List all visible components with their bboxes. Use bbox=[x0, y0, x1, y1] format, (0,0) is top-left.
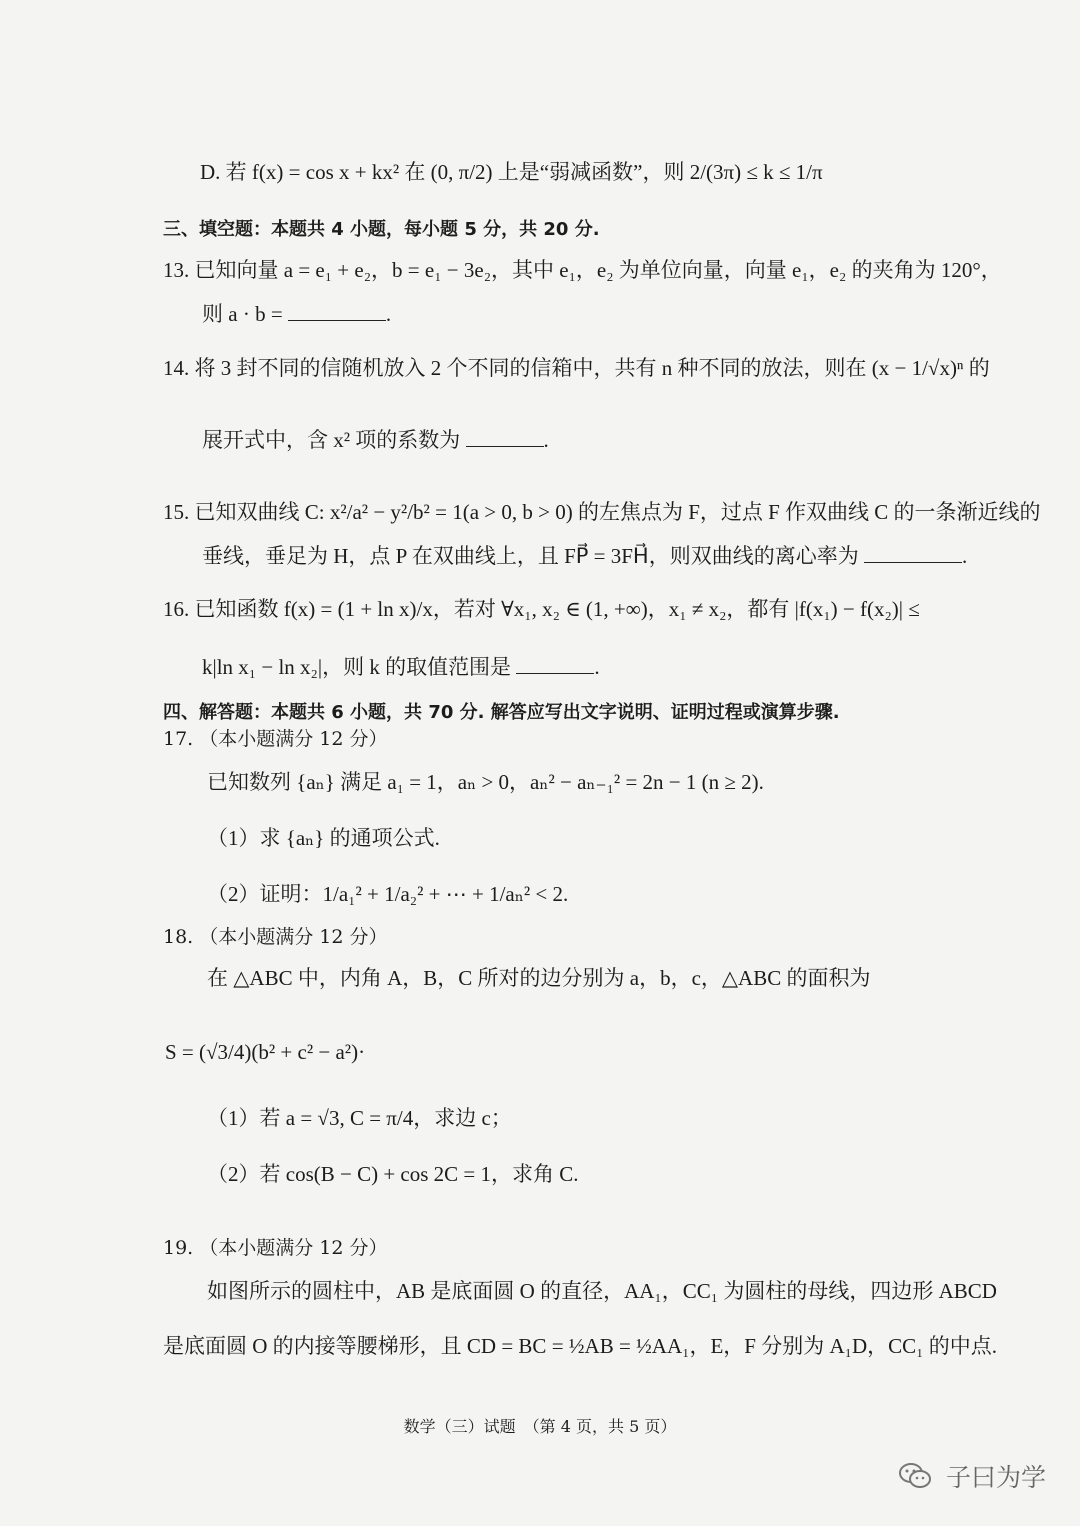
section-4-heading: 四、解答题：本题共 6 小题，共 70 分. 解答应写出文字说明、证明过程或演算步骤. bbox=[163, 702, 840, 723]
q13-answer-blank[interactable] bbox=[288, 302, 386, 321]
section-3-heading: 三、填空题：本题共 4 小题，每小题 5 分，共 20 分. bbox=[163, 219, 600, 240]
q19-header bbox=[163, 1237, 388, 1260]
watermark-text: 子曰为学 bbox=[945, 1463, 1046, 1492]
q19-line1: 如图所示的圆柱中，AB 是底面圆 O 的直径，AA₁，CC₁ 为圆柱的母线，四边形 ABCD bbox=[207, 1279, 997, 1303]
q16-line2: k|ln x₁ − ln x₂|，则 k 的取值范围是 . bbox=[202, 655, 600, 679]
q14-line1 bbox=[163, 356, 990, 381]
q17-part2: （2）证明：1/a₁² + 1/a₂² + ⋯ + 1/aₙ² < 2. bbox=[207, 882, 569, 906]
q15-line2: 垂线，垂足为 H，点 P 在双曲线上，且 FP⃗ = 3FH⃗，则双曲线的离心率为 . bbox=[202, 544, 968, 568]
q16-number: 16. bbox=[163, 597, 190, 621]
q16-line1 bbox=[163, 597, 920, 622]
q19-line2: 是底面圆 O 的内接等腰梯形，且 CD = BC = ½AB = ½AA₁，E，F 分别为 A₁D，CC₁ 的中点. bbox=[163, 1334, 997, 1358]
q18-part1: （1）若 a = √3, C = π/4，求边 c； bbox=[207, 1106, 512, 1130]
q17-header bbox=[163, 728, 388, 751]
q17-number: 17. bbox=[163, 728, 194, 750]
q13-text-2: 则 a · b = bbox=[202, 302, 283, 326]
q13-line2: 则 a · b = . bbox=[202, 302, 392, 326]
q15-text: 已知双曲线 C: x²/a² − y²/b² = 1(a > 0, b > 0) 的左焦点为 F，过点 F 作双曲线 C 的一条渐近线的 bbox=[194, 500, 1041, 524]
q16-text: 已知函数 f(x) = (1 + ln x)/x，若对 ∀x₁, x₂ ∈ (1, +∞)，x₁ ≠ x₂，都有 |f(x₁) − f(x₂)| ≤ bbox=[194, 597, 920, 621]
q14-answer-blank[interactable] bbox=[466, 428, 544, 447]
q17-score: （本小题满分 12 分） bbox=[199, 728, 388, 750]
q14-text-2: 展开式中，含 x² 项的系数为 bbox=[202, 428, 461, 452]
q14-text: 将 3 封不同的信随机放入 2 个不同的信箱中，共有 n 种不同的放法，则在 (x − 1/√x)ⁿ 的 bbox=[194, 356, 990, 380]
q18-stem: 在 △ABC 中，内角 A，B，C 所对的边分别为 a，b，c，△ABC 的面积为 bbox=[207, 966, 871, 990]
q18-part2: （2）若 cos(B − C) + cos 2C = 1，求角 C. bbox=[207, 1162, 579, 1186]
q13-text: 已知向量 a = e₁ + e₂，b = e₁ − 3e₂，其中 e₁，e₂ 为单位向量，向量 e₁，e₂ 的夹角为 120°， bbox=[194, 258, 1002, 282]
option-d-formula: f(x) = cos x + kx² 在 (0, π/2) 上是“弱减函数”，则 2/(3π) ≤ k ≤ 1/π bbox=[251, 160, 823, 184]
q16-answer-blank[interactable] bbox=[516, 655, 594, 674]
q18-number: 18. bbox=[163, 926, 194, 948]
q15-number: 15. bbox=[163, 500, 190, 524]
q16-text-2: k|ln x₁ − ln x₂|，则 k 的取值范围是 bbox=[202, 655, 512, 679]
q18-header bbox=[163, 926, 388, 949]
option-d-label: D. 若 bbox=[200, 160, 247, 184]
option-d bbox=[200, 160, 823, 185]
q18-formula: S = (√3/4)(b² + c² − a²)· bbox=[165, 1040, 366, 1064]
page-footer: 数学（三）试题 （第 4 页，共 5 页） bbox=[403, 1417, 677, 1436]
q19-number: 19. bbox=[163, 1237, 194, 1259]
q18-score: （本小题满分 12 分） bbox=[199, 926, 388, 948]
q14-number: 14. bbox=[163, 356, 190, 380]
q17-part1: （1）求 {aₙ} 的通项公式. bbox=[207, 826, 440, 850]
q13-line1 bbox=[163, 258, 1002, 283]
q19-score: （本小题满分 12 分） bbox=[199, 1237, 388, 1259]
wechat-icon bbox=[898, 1462, 932, 1496]
watermark bbox=[898, 1458, 1046, 1496]
q14-line2: 展开式中，含 x² 项的系数为 . bbox=[202, 428, 549, 452]
q15-answer-blank[interactable] bbox=[864, 544, 962, 563]
q13-number: 13. bbox=[163, 258, 190, 282]
q15-line1 bbox=[163, 500, 1041, 525]
q17-stem: 已知数列 {aₙ} 满足 a₁ = 1，aₙ > 0，aₙ² − aₙ₋₁² = 2n − 1 (n ≥ 2). bbox=[207, 770, 764, 794]
q15-text-2: 垂线，垂足为 H，点 P 在双曲线上，且 FP⃗ = 3FH⃗，则双曲线的离心率为 bbox=[202, 544, 859, 568]
